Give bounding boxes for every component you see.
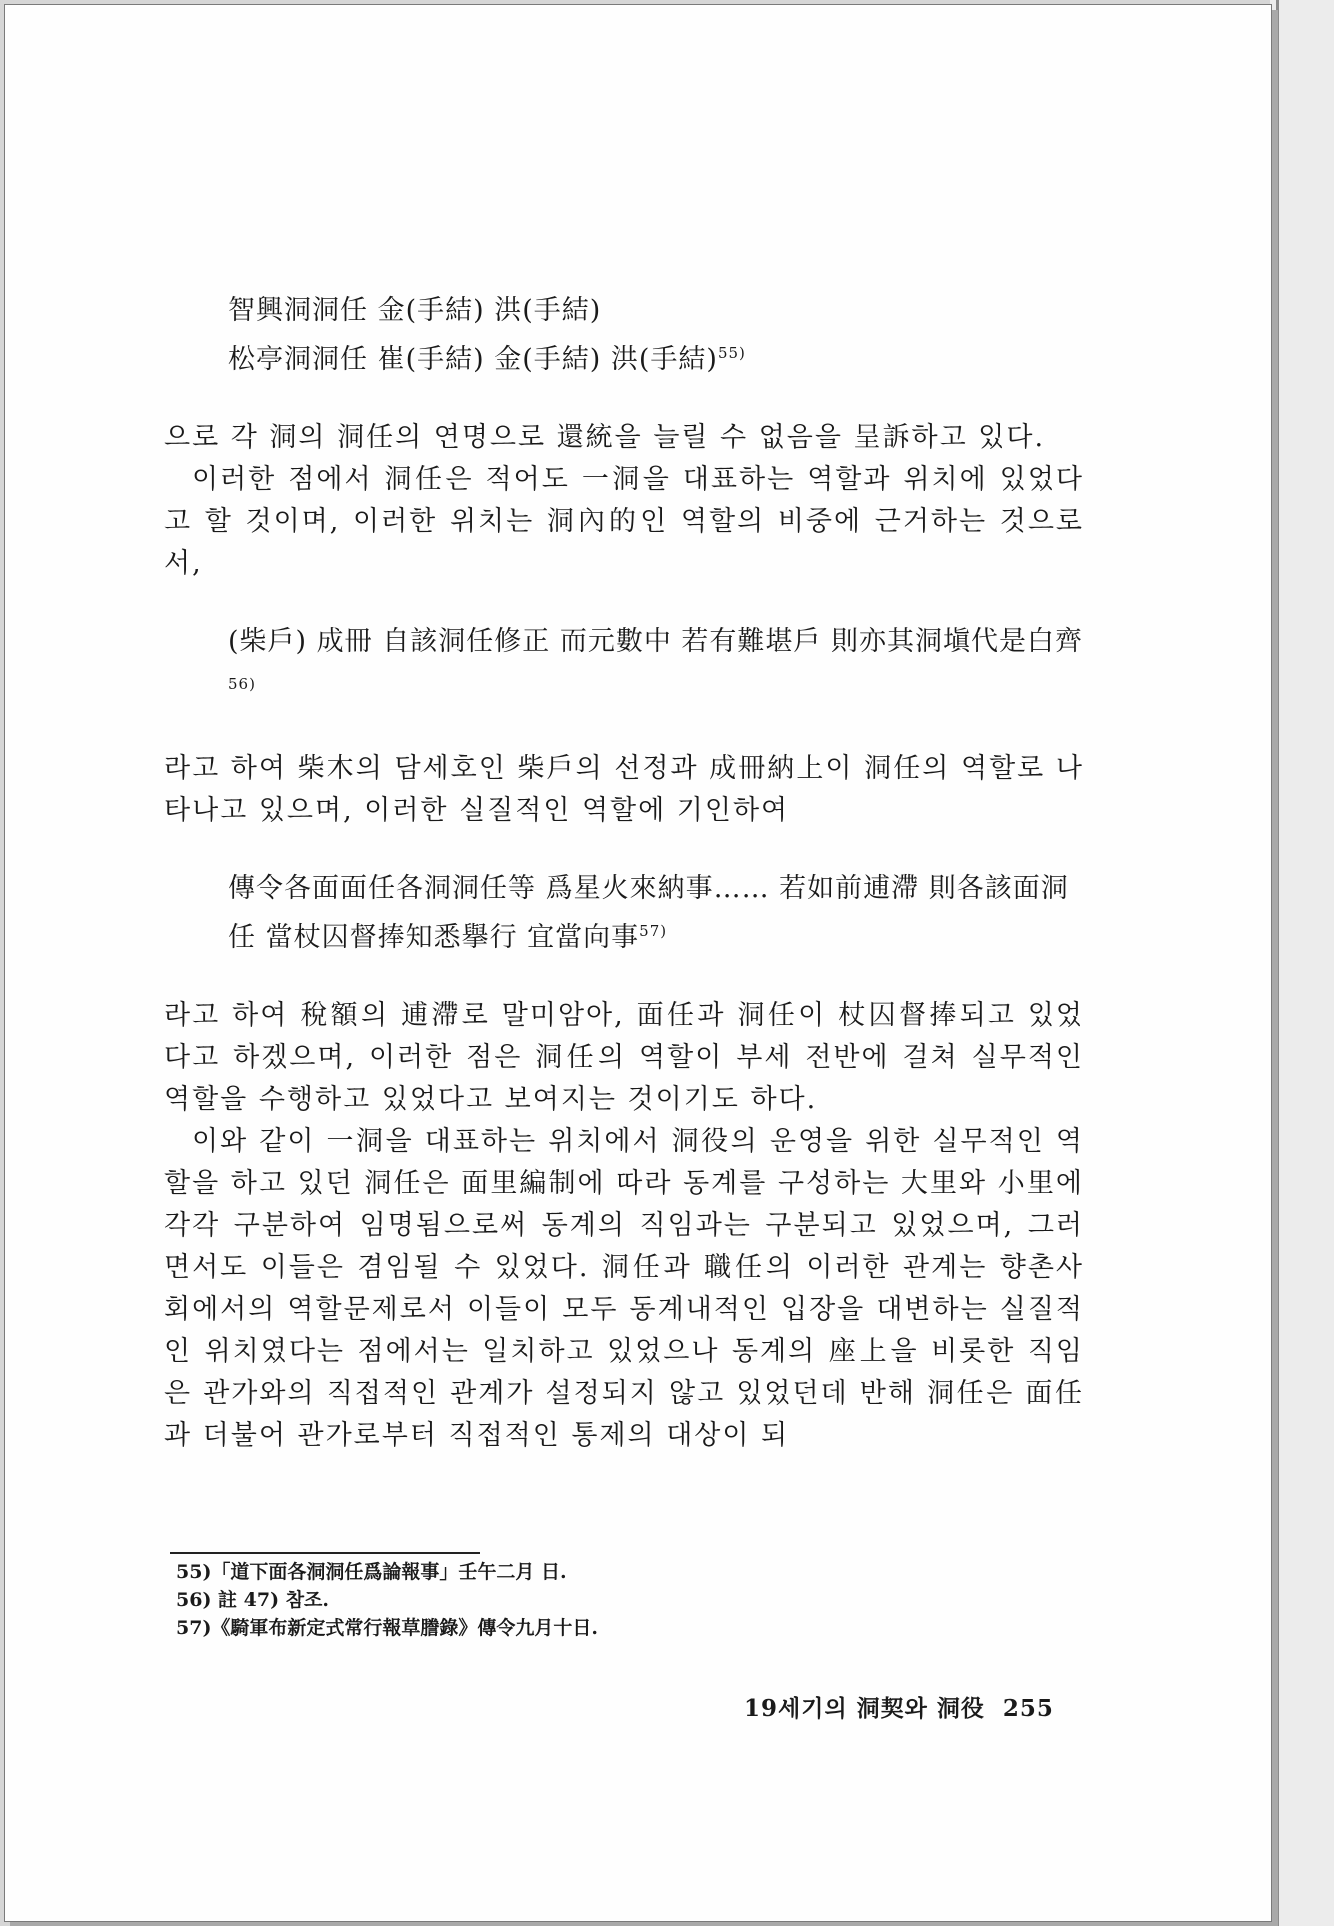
paragraph: 이러한 점에서 洞任은 적어도 一洞을 대표하는 역할과 위치에 있었다고 할 것이며, 이러한 위치는 洞內的인 역할의 비중에 근거하는 것으로서, bbox=[164, 464, 1084, 579]
footnotes bbox=[176, 1558, 598, 1642]
quote-text: 傳令各面面任各洞洞任等 爲星火來納事…… 若如前逋滯 則各該面洞任 當杖囚督捧知悉擧行 宜當向事 bbox=[228, 873, 1069, 953]
scan-edge bbox=[1270, 0, 1334, 1926]
running-title: 19세기의 洞契와 洞役 bbox=[744, 1695, 985, 1722]
footnote: 55)「道下面各洞洞任爲論報事」壬午二月 日. bbox=[176, 1561, 567, 1583]
quote-line: 松亭洞洞任 崔(手結) 金(手結) 洪(手結) bbox=[228, 344, 718, 375]
footnote: 56) 註 47) 참조. bbox=[176, 1589, 330, 1611]
footnote-ref: 57) bbox=[639, 922, 668, 940]
body-text bbox=[164, 290, 1084, 1457]
quote-block-1 bbox=[228, 290, 1084, 381]
page-footer bbox=[744, 1690, 1054, 1723]
page-number: 255 bbox=[1002, 1695, 1054, 1722]
paragraph: 라고 하여 柴木의 담세호인 柴戶의 선정과 成冊納上이 洞任의 역할로 나타나고 있으며, 이러한 실질적인 역할에 기인하여 bbox=[164, 753, 1084, 826]
footnote-divider bbox=[170, 1552, 480, 1554]
paragraph: 으로 각 洞의 洞任의 연명으로 還統을 늘릴 수 없음을 呈訴하고 있다. bbox=[164, 422, 1046, 453]
quote-text: (柴戶) 成冊 自該洞任修正 而元數中 若有難堪戶 則亦其洞塡代是白齊 bbox=[228, 626, 1083, 657]
quote-block-2 bbox=[228, 621, 1084, 712]
footnote: 57)《騎軍布新定式常行報草謄錄》傳令九月十日. bbox=[176, 1617, 599, 1639]
quote-line: 智興洞洞任 金(手結) 洪(手結) bbox=[228, 295, 602, 326]
paragraph: 이와 같이 一洞을 대표하는 위치에서 洞役의 운영을 위한 실무적인 역할을 하고 있던 洞任은 面里編制에 따라 동계를 구성하는 大里와 小里에 각각 구분하여 임명됨으로써 동계의 직임과는 구분되고 있었으며, 그러면서도 이들은 겸임될 수 있었다. 洞任과 職任의 이러한 관계는 향촌사회에서의 역할문제로서 이들이 모두 동계내적인 입장을 대변하는 실질적인 위치였다는 점에서는 일치하고 있었으나 동계의 座上을 비롯한 직임은 관가와의 직접적인 관계가 설정되지 않고 있었던데 반해 洞任은 面任과 더불어 관가로부터 직접적인 통제의 대상이 되 bbox=[164, 1126, 1084, 1451]
footnote-ref: 55) bbox=[717, 344, 746, 362]
footnote-ref: 56) bbox=[228, 675, 256, 693]
quote-block-3 bbox=[228, 868, 1084, 959]
paragraph: 라고 하여 稅額의 逋滯로 말미암아, 面任과 洞任이 杖囚督捧되고 있었다고 하겠으며, 이러한 점은 洞任의 역할이 부세 전반에 걸쳐 실무적인 역할을 수행하고 있었다고 보여지는 것이기도 하다. bbox=[164, 1000, 1084, 1115]
